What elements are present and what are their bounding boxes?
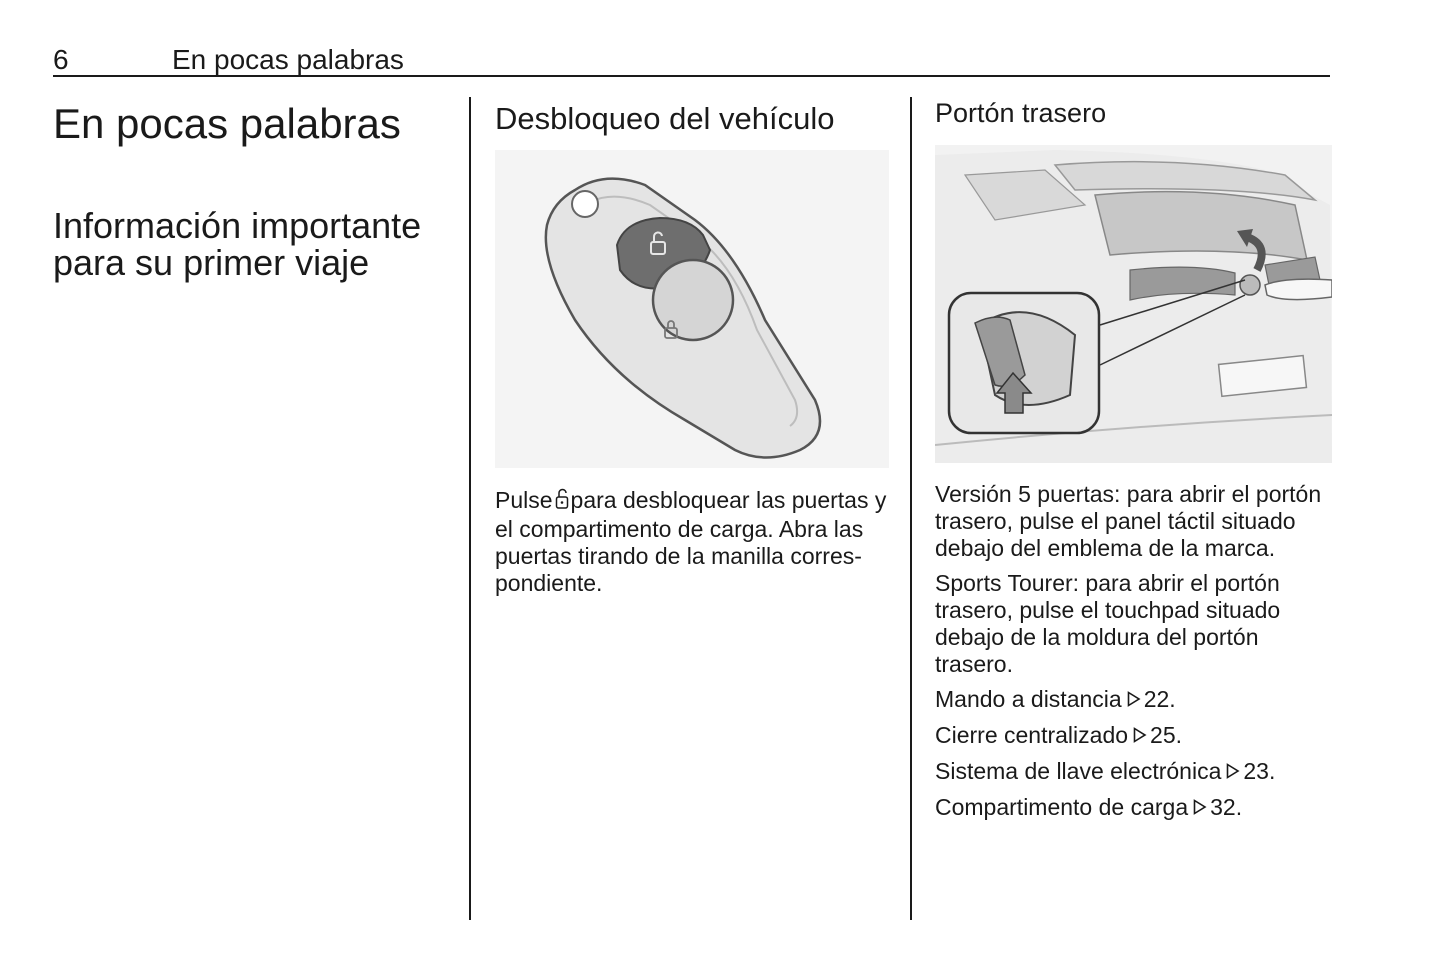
reference-page: 25. [1150,722,1183,748]
section-subtitle: Información importante para su primer viaje [53,205,422,283]
tailgate-illustration [935,145,1332,463]
cross-reference-central-locking[interactable] [935,722,1335,750]
unlock-text-rest: para desbloquear las puertas y el compartimento de carga. Abra las puertas tirando de la manilla correspondiente. [495,487,887,596]
cross-reference-remote[interactable] [935,686,1335,714]
reference-page: 22. [1143,686,1176,712]
unlock-instructions [495,487,895,597]
header-rule [53,75,1330,77]
column-divider [469,97,471,920]
reference-label: Cierre centralizado [935,722,1129,748]
page-reference-arrow-icon [1226,759,1240,786]
reference-page: 23. [1243,758,1276,784]
running-header-title: En pocas palabras [172,44,404,75]
page-reference-arrow-icon [1193,795,1207,822]
reference-label: Compartimento de carga [935,794,1189,820]
cross-reference-electronic-key[interactable] [935,758,1335,786]
cross-reference-load-compartment[interactable] [935,794,1335,822]
page-reference-arrow-icon [1127,687,1141,714]
reference-label: Mando a distancia [935,686,1122,712]
unlock-text-lead: Pulse [495,487,553,513]
reference-label: Sistema de llave electrónica [935,758,1222,784]
tailgate-paragraph-5-door: Versión 5 puertas: para abrir el portón trasero, pulse el panel táctil situado debajo del emblema de la marca. [935,481,1322,561]
unlock-heading: Desbloqueo del vehículo [495,101,835,136]
page-number: 6 [53,44,69,75]
tailgate-heading: Portón trasero [935,98,1107,128]
page-reference-arrow-icon [1133,723,1147,750]
unlock-padlock-icon [555,488,569,516]
tailgate-paragraph-sports-tourer: Sports Tourer: para abrir el portón trasero, pulse el touchpad situado debajo de la moldura del portón trasero. [935,570,1281,677]
reference-page: 32. [1210,794,1243,820]
chapter-title: En pocas palabras [53,100,401,147]
tailgate-text [935,481,1335,822]
column-divider [910,97,912,920]
key-fob-illustration [495,150,889,468]
